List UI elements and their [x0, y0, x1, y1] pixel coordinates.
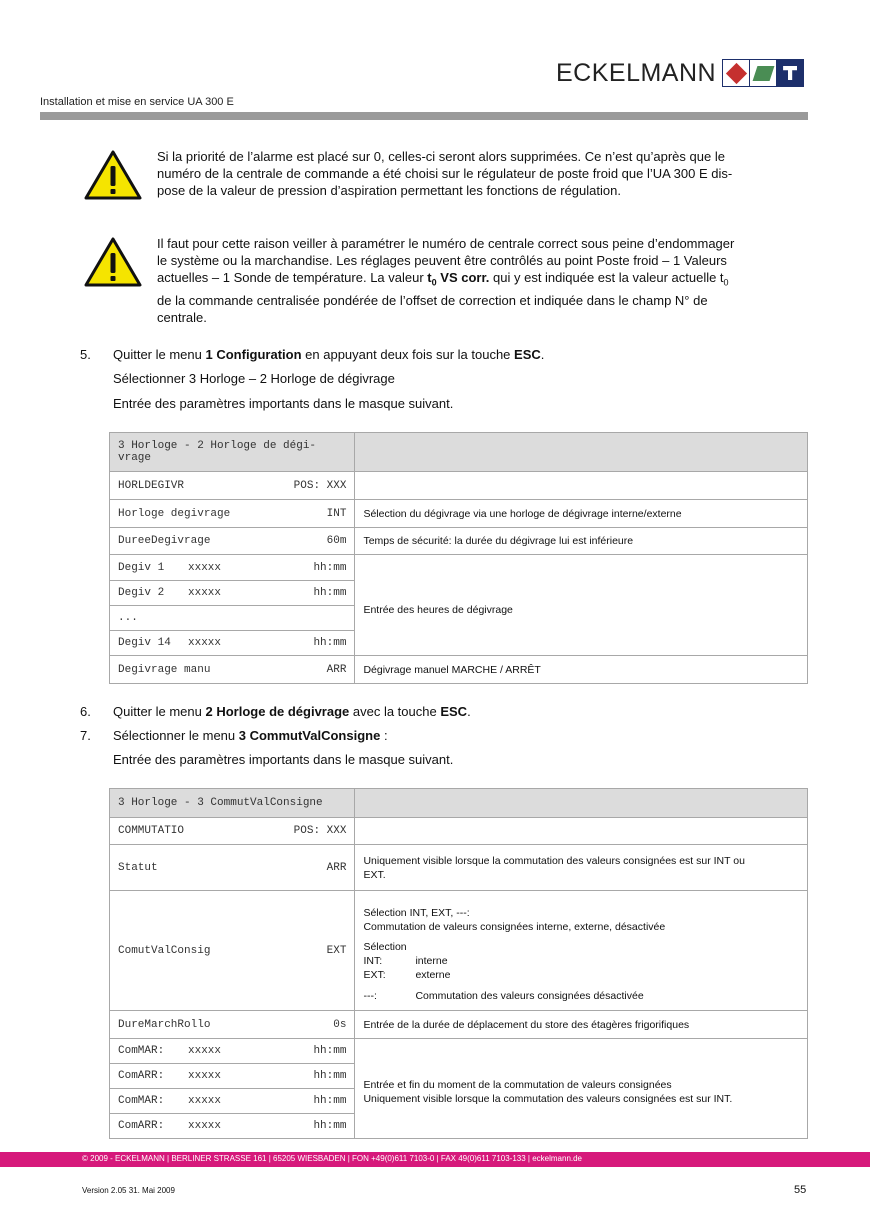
- step-5-text: Quitter le menu 1 Configuration en appuyant deux fois sur la touche ESC.: [113, 347, 545, 362]
- warning-1-line-3: pose de la valeur de pression d’aspiration permettant les fonctions de régulation.: [157, 183, 621, 198]
- version-date: Version 2.05 31. Mai 2009: [82, 1186, 175, 1195]
- page-number: 55: [794, 1184, 807, 1196]
- warning-1-line-2: numéro de la centrale de commande a été choisi sur le régulateur de poste froid que l’UA 300 E dis-: [157, 166, 733, 181]
- warning-2-line-2: le système ou la marchandise. Les réglages peuvent être contrôlés au point Poste froid – 1 Valeurs: [157, 253, 727, 268]
- table-row: HORLDEGIVR POS: XXX: [110, 472, 808, 500]
- table-row: COMMUTATIO POS: XXX: [110, 818, 808, 845]
- table-row: ComARR: xxxxx hh:mm: [110, 1064, 808, 1089]
- step-6-text: Quitter le menu 2 Horloge de dégivrage avec la touche ESC.: [113, 704, 471, 719]
- logo-green-parallelogram-icon: [749, 59, 777, 87]
- warning-2-line-5: centrale.: [157, 309, 207, 325]
- table-row: Degivrage manu ARR Dégivrage manuel MARCHE / ARRÊT: [110, 656, 808, 684]
- table-row: DureMarchRollo 0s Entrée de la durée de déplacement du store des étagères frigorifiques: [110, 1011, 808, 1039]
- comutvalconsig-description: Sélection INT, EXT, ---: Commutation de valeurs consignées interne, externe, désactivée Sélection INT: interne EXT: externe ---: Commutation des valeurs consignées désactivée: [355, 891, 808, 1011]
- step-7-line-2: Entrée des paramètres importants dans le masque suivant.: [113, 752, 454, 767]
- warning-2-line-3: actuelles – 1 Sonde de température. La valeur $t_0$ VS corr. qui y est indiquée est la valeur actuelle $t_0$: [157, 270, 729, 288]
- eckelmann-logo: [556, 58, 804, 88]
- document-title: Installation et mise en service UA 300 E: [40, 96, 234, 108]
- table-row: ComMAR: xxxxx hh:mm Entrée et fin du moment de la commutation de valeurs consignées Uniquement visible lorsque la commutation des valeurs consignées est sur INT.: [110, 1039, 808, 1064]
- warning-triangle-icon: [84, 237, 142, 287]
- warning-text-1: [157, 148, 812, 199]
- logo-text: ECKELMANN: [556, 58, 717, 87]
- table-row: Degiv 14 xxxxx hh:mm: [110, 631, 808, 656]
- table-row: ComARR: xxxxx hh:mm: [110, 1114, 808, 1139]
- logo-blue-tee-icon: [776, 59, 804, 87]
- logo-red-diamond-icon: [722, 59, 750, 87]
- table-header-row: [110, 433, 808, 472]
- logo-marks: [722, 59, 804, 87]
- mask-table-commutvalconsigne: [109, 788, 808, 1139]
- footer-address: © 2009 - ECKELMANN | BERLINER STRASSE 161 | 65205 WIESBADEN | FON +49(0)611 7103-0 | FAX 49(0)611 7103-133 | eckelmann.de: [82, 1154, 583, 1163]
- step-5-line-2: Sélectionner 3 Horloge – 2 Horloge de dégivrage: [113, 371, 395, 386]
- table-row: DureeDegivrage 60m Temps de sécurité: la durée du dégivrage lui est inférieure: [110, 528, 808, 555]
- table-header-cell: 3 Horloge - 2 Horloge de dégi- vrage: [110, 433, 355, 472]
- commutation-time-description: Entrée et fin du moment de la commutation de valeurs consignées Uniquement visible lorsque la commutation des valeurs consignées est sur INT.: [355, 1039, 808, 1139]
- table-header-cell: 3 Horloge - 3 CommutValConsigne: [110, 789, 355, 818]
- warning-triangle-icon: [84, 150, 142, 200]
- warning-1-line-1: Si la priorité de l’alarme est placé sur 0, celles-ci seront alors supprimées. Ce n’est qu’après que le: [157, 149, 725, 164]
- table-row: Degiv 1 xxxxx hh:mm Entrée des heures de dégivrage: [110, 555, 808, 581]
- table-row: Statut ARR Uniquement visible lorsque la commutation des valeurs consignées est sur INT ou EXT.: [110, 845, 808, 891]
- step-6-number: 6.: [80, 704, 91, 719]
- step-5-line-3: Entrée des paramètres importants dans le masque suivant.: [113, 396, 454, 411]
- table-row: Degiv 2 xxxxx hh:mm: [110, 581, 808, 606]
- warning-2-line-1: Il faut pour cette raison veiller à paramétrer le numéro de centrale correct sous peine d’endommager: [157, 236, 735, 251]
- statut-description: Uniquement visible lorsque la commutation des valeurs consignées est sur INT ou EXT.: [355, 845, 808, 891]
- step-7-text: Sélectionner le menu 3 CommutValConsigne :: [113, 728, 388, 743]
- step-7-number: 7.: [80, 728, 91, 743]
- table-header-row: [110, 789, 808, 818]
- mask-table-horloge-degivrage: [109, 432, 808, 684]
- step-5-number: 5.: [80, 347, 91, 362]
- table-row: ComutValConsig EXT Sélection INT, EXT, ---: Commutation de valeurs consignées interne, externe, désactivée Sélection INT: interne EXT: externe ---: Commutation des valeurs consignées désactivée: [110, 891, 808, 1011]
- table-row: ComMAR: xxxxx hh:mm: [110, 1089, 808, 1114]
- warning-2-line-4: de la commande centralisée pondérée de l’offset de correction et indiquée dans le champ N° de: [157, 292, 708, 308]
- table-row: Horloge degivrage INT Sélection du dégivrage via une horloge de dégivrage interne/externe: [110, 500, 808, 528]
- header-rule: [40, 112, 808, 120]
- table-row: ...: [110, 606, 808, 631]
- warning-text-2: [157, 235, 812, 326]
